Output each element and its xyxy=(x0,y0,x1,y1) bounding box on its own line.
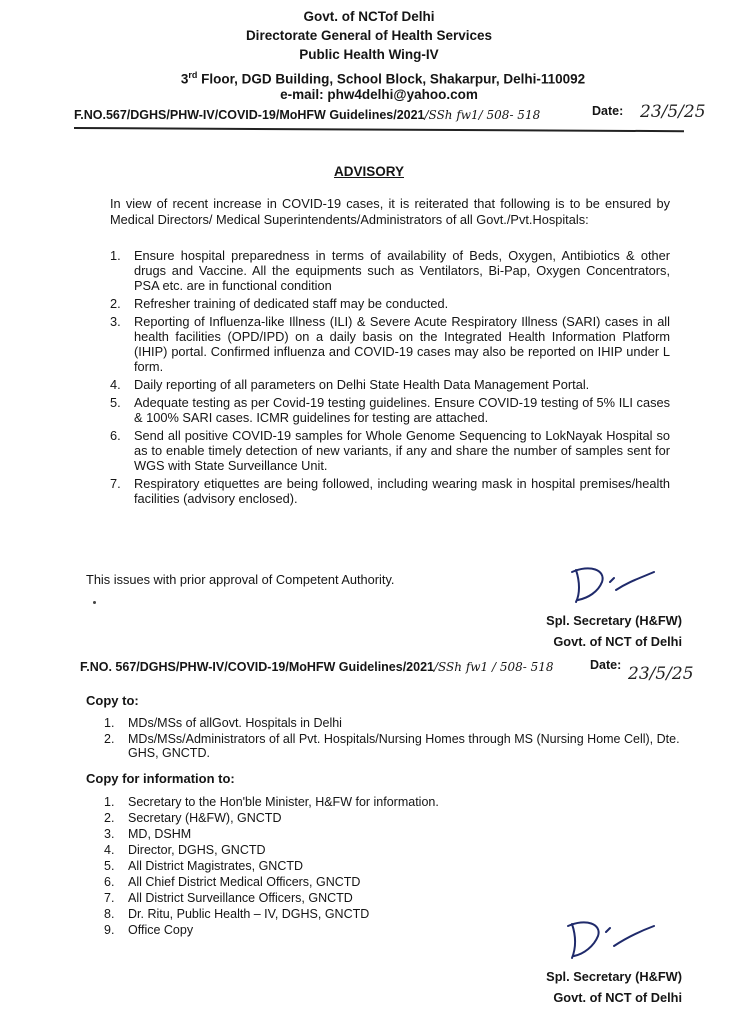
signatory-block-2 xyxy=(546,966,682,1008)
item-number: 6. xyxy=(110,428,121,443)
list-item xyxy=(104,843,664,858)
advisory-intro: In view of recent increase in COVID-19 cases, it is reiterated that following is to be ensured by Medical Directors/ Medical Superintendents/Administrators of all Govt./Pvt.Hospitals: xyxy=(110,196,670,227)
date-value-handwritten-2: 23/5/25 xyxy=(628,664,694,684)
list-item xyxy=(104,732,684,760)
list-item xyxy=(104,795,664,810)
item-text: All District Magistrates, GNCTD xyxy=(128,859,304,873)
list-item xyxy=(110,248,670,293)
item-number: 2. xyxy=(104,811,115,825)
file-reference-2 xyxy=(80,660,554,674)
item-text: Adequate testing as per Covid-19 testing guidelines. Ensure COVID-19 testing of 5% ILI cases & 100% SARI cases. ICMR guidelines for testing are attached. xyxy=(134,395,670,425)
item-text: Ensure hospital preparedness in terms of availability of Beds, Oxygen, Antibiotics & other drugs and Vaccine. All the equipments such as Ventilators, Bi-Pap, Oxygen Concentrators, PSA etc. are in functional condition xyxy=(134,248,670,293)
list-item xyxy=(110,296,670,311)
list-item xyxy=(110,476,670,506)
date-label: Date: xyxy=(592,104,624,118)
item-text: All Chief District Medical Officers, GNCTD xyxy=(128,875,361,889)
letterhead-email: e-mail: phw4delhi@yahoo.com xyxy=(280,87,478,102)
signatory-office: Govt. of NCT of Delhi xyxy=(553,634,682,649)
item-number: 5. xyxy=(110,395,121,410)
item-number: 5. xyxy=(104,859,115,873)
signature-2 xyxy=(560,912,660,964)
item-number: 3. xyxy=(104,827,115,841)
item-text: All District Surveillance Officers, GNCTD xyxy=(128,891,353,905)
list-item xyxy=(110,314,670,374)
item-number: 4. xyxy=(104,843,115,857)
list-item xyxy=(104,716,684,730)
list-item xyxy=(104,875,664,890)
advisory-title: ADVISORY xyxy=(333,164,404,179)
copy-to-list xyxy=(104,716,684,762)
item-text: Secretary (H&FW), GNCTD xyxy=(128,811,282,825)
handwritten-dispatch-no: /SSh fw1/ 508- 518 xyxy=(424,108,541,122)
item-number: 9. xyxy=(104,923,115,937)
item-text: Director, DGHS, GNCTD xyxy=(128,843,266,857)
item-number: 2. xyxy=(104,732,115,746)
signatory-designation: Spl. Secretary (H&FW) xyxy=(546,613,682,628)
item-number: 2. xyxy=(110,296,121,311)
item-text: MDs/MSs of allGovt. Hospitals in Delhi xyxy=(128,716,342,730)
letterhead-org: Govt. of NCTof Delhi xyxy=(303,9,435,24)
item-number: 6. xyxy=(104,875,115,889)
signature-1 xyxy=(566,560,662,608)
handwritten-dispatch-no-2: /SSh fw1 / 508- 518 xyxy=(434,660,554,674)
stray-mark xyxy=(93,601,96,604)
letterhead-directorate: Directorate General of Health Services xyxy=(245,28,493,43)
approval-note: This issues with prior approval of Competent Authority. xyxy=(86,572,395,587)
list-item xyxy=(110,395,670,425)
letterhead-wing: Public Health Wing-IV xyxy=(299,47,439,62)
item-text: Refresher training of dedicated staff may be conducted. xyxy=(134,296,449,311)
date-label-2: Date: xyxy=(590,658,622,672)
list-item xyxy=(104,891,664,906)
item-text: Secretary to the Hon'ble Minister, H&FW for information. xyxy=(128,795,439,809)
copy-to-heading: Copy to: xyxy=(86,693,139,708)
item-number: 1. xyxy=(110,248,121,263)
file-number: F.NO.567/DGHS/PHW-IV/COVID-19/MoHFW Guidelines/2021 xyxy=(74,108,425,122)
item-text: Dr. Ritu, Public Health – IV, DGHS, GNCTD xyxy=(128,907,370,921)
file-number-2: F.NO. 567/DGHS/PHW-IV/COVID-19/MoHFW Guidelines/2021 xyxy=(80,660,434,674)
item-text: Send all positive COVID-19 samples for Whole Genome Sequencing to LokNayak Hospital so as to enable timely detection of new variants, if any and share the number of samples sent for WGS with State Surveillance Unit. xyxy=(134,428,670,473)
item-number: 4. xyxy=(110,377,121,392)
list-item xyxy=(104,827,664,842)
address-floor-sup: rd xyxy=(188,70,198,80)
item-text: Daily reporting of all parameters on Delhi State Health Data Management Portal. xyxy=(134,377,590,392)
header-divider xyxy=(74,127,684,132)
item-number: 1. xyxy=(104,716,115,730)
list-item xyxy=(110,428,670,473)
list-item xyxy=(110,377,670,392)
file-reference xyxy=(74,108,540,122)
item-text: Reporting of Influenza-like Illness (ILI) & Severe Acute Respiratory Illness (SARI) cases in all health facilities (OPD/IPD) on a daily basis on the Integrated Health Information Platform (IHIP) portal. Confirmed influenza and COVID-19 cases may also be reported on IHIP under L form. xyxy=(134,314,670,374)
item-number: 1. xyxy=(104,795,115,809)
item-number: 7. xyxy=(110,476,121,491)
list-item xyxy=(104,811,664,826)
copy-info-heading: Copy for information to: xyxy=(86,771,235,786)
signatory-office: Govt. of NCT of Delhi xyxy=(553,990,682,1005)
advisory-list xyxy=(110,248,670,509)
item-text: MDs/MSs/Administrators of all Pvt. Hospitals/Nursing Homes through MS (Nursing Home Cell), Dte. GHS, GNCTD. xyxy=(128,732,680,760)
item-text: MD, DSHM xyxy=(128,827,192,841)
address-floor: 3 xyxy=(180,71,189,87)
item-number: 7. xyxy=(104,891,115,905)
list-item xyxy=(104,859,664,874)
item-text: Office Copy xyxy=(128,923,194,937)
item-number: 8. xyxy=(104,907,115,921)
date-value-handwritten: 23/5/25 xyxy=(640,102,706,122)
address-rest: Floor, DGD Building, School Block, Shakarpur, Delhi-110092 xyxy=(197,71,586,87)
item-number: 3. xyxy=(110,314,121,329)
signatory-block-1 xyxy=(546,610,682,652)
signatory-designation: Spl. Secretary (H&FW) xyxy=(546,969,682,984)
item-text: Respiratory etiquettes are being followed, including wearing mask in hospital premises/health facilities (advisory enclosed). xyxy=(134,476,670,506)
